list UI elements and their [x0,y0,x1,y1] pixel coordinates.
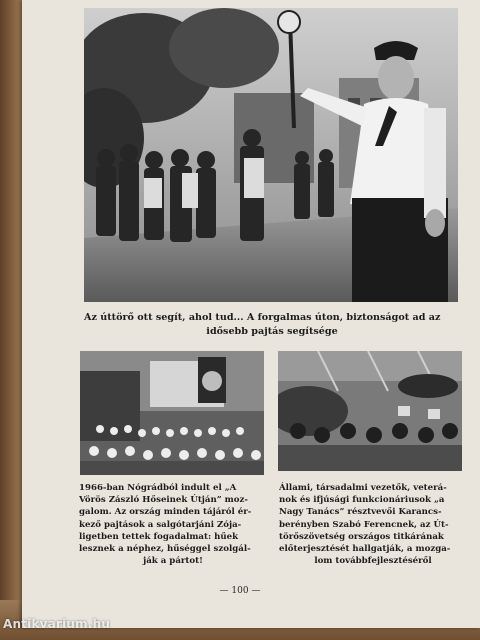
left-caption-line-2: Vörös Zászló Hőseinek Útján” moz- [79,495,248,506]
right-caption-line-2: nok és ifjúsági funkcionáriusok „a [279,495,445,506]
main-caption-line-2: idősebb pajtás segítsége [206,326,338,337]
left-caption-line-1: 1966-ban Nógrádból indult el „A [79,483,237,493]
left-photo-caption [79,482,267,567]
right-caption-line-4: berényben Szabó Ferencnek, az Út- [279,519,449,530]
right-photo-caption [279,482,467,567]
main-caption-line-1: Az úttörő ott segít, ahol tud... A forgalmas úton, biztonságot ad az [84,312,441,323]
pioneer-gathering-photo [80,351,264,475]
left-caption-line-3: galom. Az ország minden tájáról ér- [79,507,252,518]
left-caption-line-5: ligetben tettek fogadalmat: hűek [79,531,239,542]
right-caption-line-3: Nagy Tanács” résztvevői Karancs- [279,507,442,518]
right-caption-line-6: előterjesztését hallgatják, a mozga- [279,544,451,555]
watermark: Antikvarium.hu [3,617,111,631]
traffic-pioneer-photo [84,8,458,302]
meeting-hall-photo [278,351,462,471]
page-number: — 100 — [219,586,261,596]
left-caption-line-6: lesznek a néphez, hűséggel szolgál- [79,544,251,555]
left-caption-line-4: kező pajtások a salgótarjáni Zója- [79,519,242,530]
right-caption-line-1: Állami, társadalmi vezetők, veterá- [279,483,447,493]
right-caption-line-7: lom továbbfejlesztéséről [314,556,432,567]
main-photo-caption [84,311,460,339]
right-caption-line-5: törőszövetség országos titkárának [279,531,444,542]
left-caption-line-7: ják a pártot! [143,556,203,567]
